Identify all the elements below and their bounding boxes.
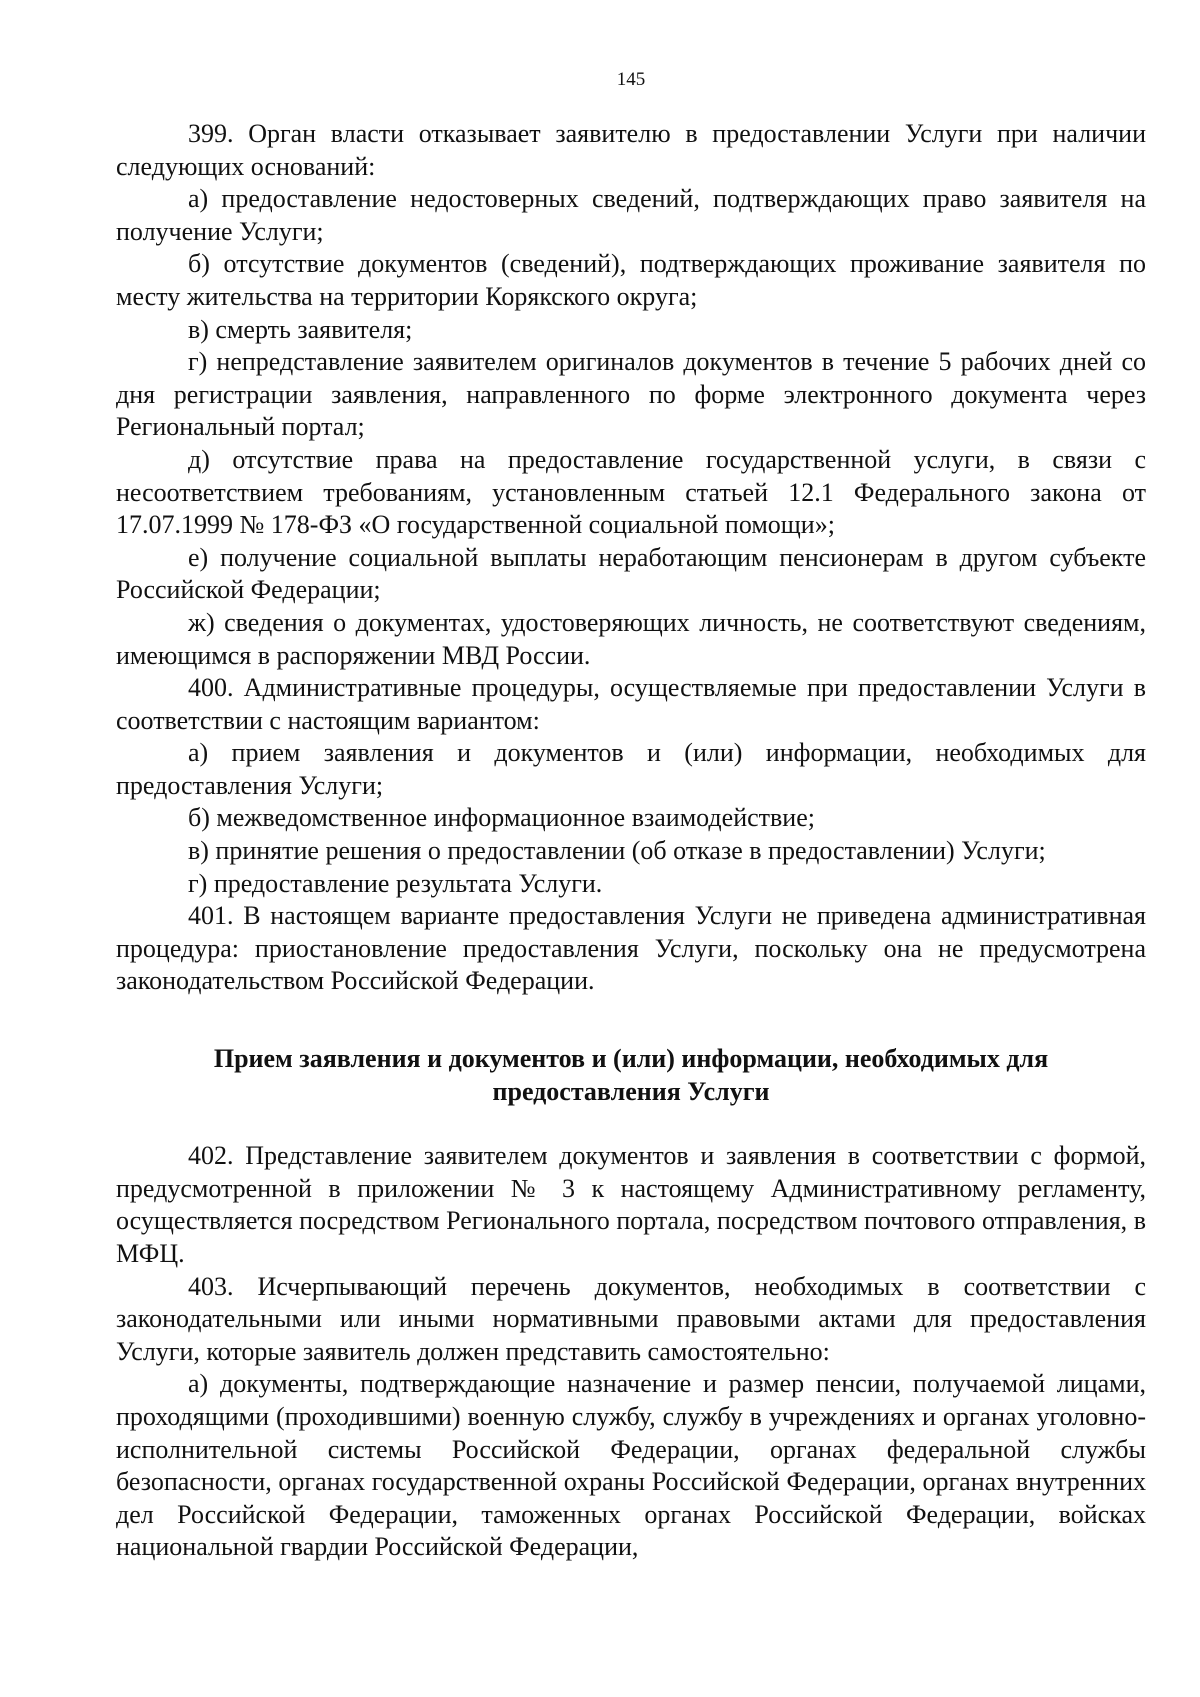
- list-item-403-a: а) документы, подтверждающие назначение и размер пенсии, получаемой лицами, проходящими (проходившими) военную службу, службу в учреждениях и органах уголовно-исполнительной системы Российской Федерации, органах федеральной службы безопасности, органах государственной охраны Российской Федерации, органах внутренних дел Российской Федерации, таможенных органах Российской Федерации, войсках национальной гвардии Российской Федерации,: [116, 1369, 1146, 1562]
- paragraph-402: 402. Представление заявителем документов и заявления в соответствии с формой, предусмотренной в приложении № 3 к настоящему Административному регламенту, осуществляется посредством Регионального портала, посредством почтового отправления, в МФЦ.: [116, 1141, 1146, 1268]
- paragraph-403: 403. Исчерпывающий перечень документов, необходимых в соответствии с законодательными или иными нормативными правовыми актами для предоставления Услуги, которые заявитель должен представить самостоятельно:: [116, 1271, 1146, 1366]
- paragraph-399: 399. Орган власти отказывает заявителю в предоставлении Услуги при наличии следующих оснований:: [116, 119, 1146, 181]
- list-item-399-g: г) непредставление заявителем оригиналов документов в течение 5 рабочих дней со дня регистрации заявления, направленного по форме электронного документа через Региональный портал;: [116, 347, 1146, 442]
- list-item-399-b: б) отсутствие документов (сведений), подтверждающих проживание заявителя по месту жительства на территории Корякского округа;: [116, 249, 1146, 311]
- spacer: [116, 998, 1146, 1043]
- list-item-399-d: д) отсутствие права на предоставление государственной услуги, в связи с несоответствием требованиям, установленным статьей 12.1 Федерального закона от 17.07.1999 № 178-ФЗ «О государственной социальной помощи»;: [116, 444, 1146, 540]
- section-heading-line-2: предоставления Услуги: [492, 1076, 770, 1106]
- list-item-399-e: е) получение социальной выплаты неработающим пенсионерам в другом субъекте Российской Федерации;: [116, 542, 1146, 605]
- paragraph-401: 401. В настоящем варианте предоставления Услуги не приведена административная процедура: приостановление предоставления Услуги, поскольку она не предусмотрена законодательством Российской Федерации.: [116, 901, 1146, 996]
- list-item-399-a: а) предоставление недостоверных сведений, подтверждающих право заявителя на получение Услуги;: [116, 184, 1146, 246]
- spacer: [116, 1108, 1146, 1140]
- section-heading-line-1: Прием заявления и документов и (или) информации, необходимых для: [213, 1044, 1049, 1074]
- section-heading: [116, 1043, 1146, 1108]
- list-item-399-v: в) смерть заявителя;: [188, 314, 413, 344]
- document-body: [116, 118, 1146, 1564]
- page-number: 145: [616, 69, 646, 90]
- list-item-399-zh: ж) сведения о документах, удостоверяющих личность, не соответствуют сведениям, имеющимся в распоряжении МВД России.: [116, 607, 1146, 670]
- list-item-400-b: б) межведомственное информационное взаимодействие;: [188, 803, 815, 833]
- list-item-400-v: в) принятие решения о предоставлении (об отказе в предоставлении) Услуги;: [188, 836, 1046, 866]
- paragraph-400: 400. Административные процедуры, осуществляемые при предоставлении Услуги в соответствии с настоящим вариантом:: [116, 673, 1146, 735]
- list-item-400-a: а) прием заявления и документов и (или) информации, необходимых для предоставления Услуги;: [116, 738, 1146, 800]
- list-item-400-g: г) предоставление результата Услуги.: [188, 868, 603, 898]
